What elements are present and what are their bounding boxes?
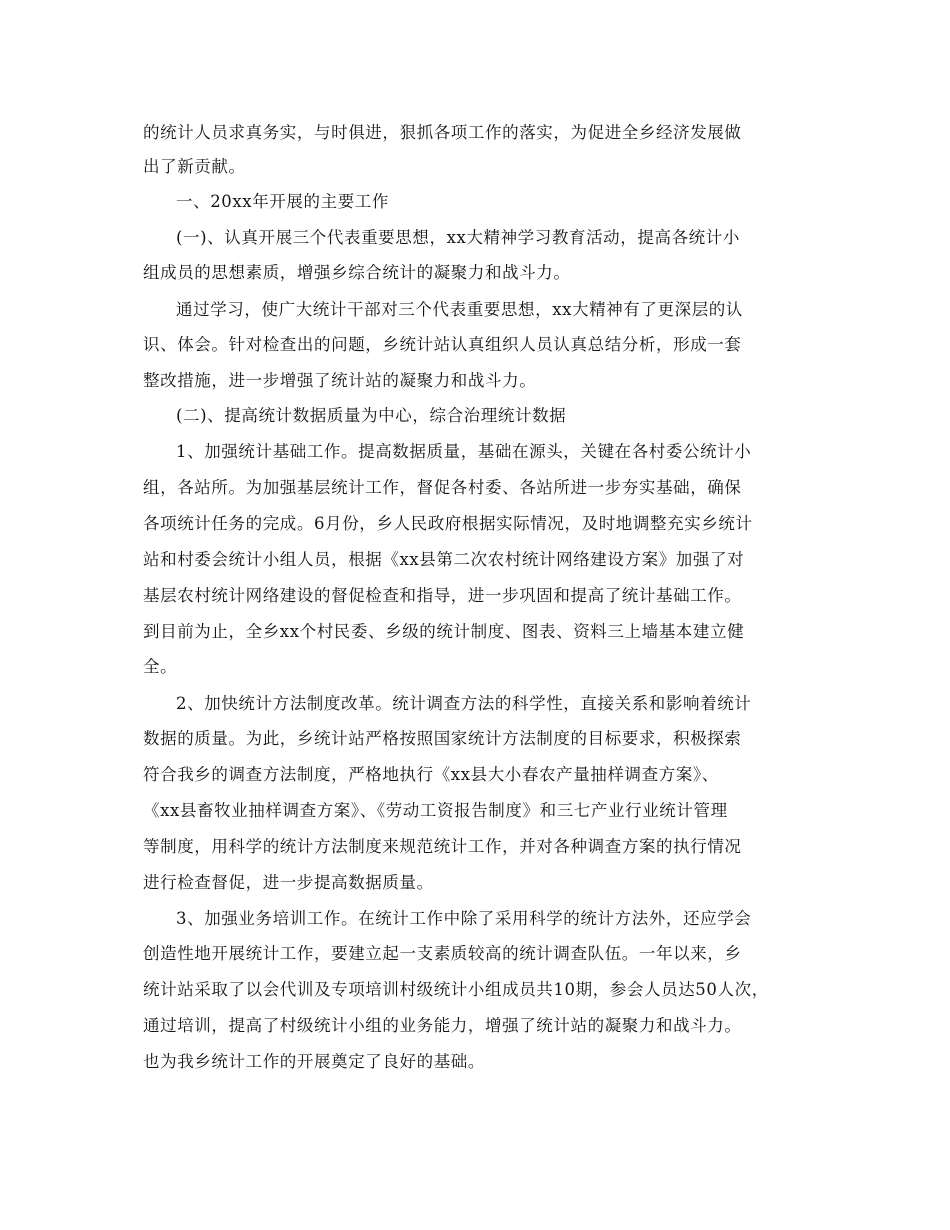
text-line: 数据的质量。为此，乡统计站严格按照国家统计方法制度的目标要求，积极探索 xyxy=(143,729,742,748)
text-line: 符合我乡的调查方法制度，严格地执行《xx县大小春农产量抽样调查方案》、 xyxy=(143,765,719,784)
text-line: 全。 xyxy=(143,657,178,676)
text-line: 出了新贡献。 xyxy=(143,157,246,176)
paragraph-start: 2、加快统计方法制度改革。统计调查方法的科学性，直接关系和影响着统计 xyxy=(176,694,752,713)
paragraph-start: 通过学习，使广大统计干部对三个代表重要思想，xx大精神有了更深层的认 xyxy=(176,300,744,319)
subsection-heading: (一)、认真开展三个代表重要思想，xx大精神学习教育活动，提高各统计小 xyxy=(176,228,740,247)
text-line: 也为我乡统计工作的开展奠定了良好的基础。 xyxy=(143,1052,485,1071)
text-line: 站和村委会统计小组人员，根据《xx县第二次农村统计网络建设方案》加强了对 xyxy=(143,550,745,569)
text-line: 创造性地开展统计工作，要建立起一支素质较高的统计调查队伍。一年以来，乡 xyxy=(143,944,742,963)
paragraph-start: 3、加强业务培训工作。在统计工作中除了采用科学的统计方法外，还应学会 xyxy=(176,909,752,928)
text-line: 组，各站所。为加强基层统计工作，督促各村委、各站所进一步夯实基础，确保 xyxy=(143,478,742,497)
text-line: 的统计人员求真务实，与时俱进，狠抓各项工作的落实，为促进全乡经济发展做 xyxy=(143,123,742,142)
text-line: 等制度，用科学的统计方法制度来规范统计工作，并对各种调查方案的执行情况 xyxy=(143,837,742,856)
text-line: 整改措施，进一步增强了统计站的凝聚力和战斗力。 xyxy=(143,371,537,390)
text-line: 识、体会。针对检查出的问题，乡统计站认真组织人员认真总结分析，形成一套 xyxy=(143,335,742,354)
text-line: 到目前为止，全乡xx个村民委、乡级的统计制度、图表、资料三上墙基本建立健 xyxy=(143,622,745,641)
text-line: 各项统计任务的完成。6月份，乡人民政府根据实际情况，及时地调整充实乡统计 xyxy=(143,514,753,533)
text-line: 统计站采取了以会代训及专项培训村级统计小组成员共10期，参会人员达50人次， xyxy=(143,980,769,999)
text-line: 基层农村统计网络建设的督促检查和指导，进一步巩固和提高了统计基础工作。 xyxy=(143,586,742,605)
paragraph-start: 1、加强统计基础工作。提高数据质量，基础在源头，关键在各村委公统计小 xyxy=(176,442,752,461)
text-line: 进行检查督促，进一步提高数据质量。 xyxy=(143,873,434,892)
text-line: 通过培训，提高了村级统计小组的业务能力，增强了统计站的凝聚力和战斗力。 xyxy=(143,1016,742,1035)
section-heading: 一、20xx年开展的主要工作 xyxy=(176,192,390,211)
text-line: 《xx县畜牧业抽样调查方案》、《劳动工资报告制度》和三七产业行业统计管理 xyxy=(143,801,728,820)
subsection-heading: (二)、提高统计数据质量为中心，综合治理统计数据 xyxy=(176,406,567,425)
text-line: 组成员的思想素质，增强乡综合统计的凝聚力和战斗力。 xyxy=(143,263,571,282)
